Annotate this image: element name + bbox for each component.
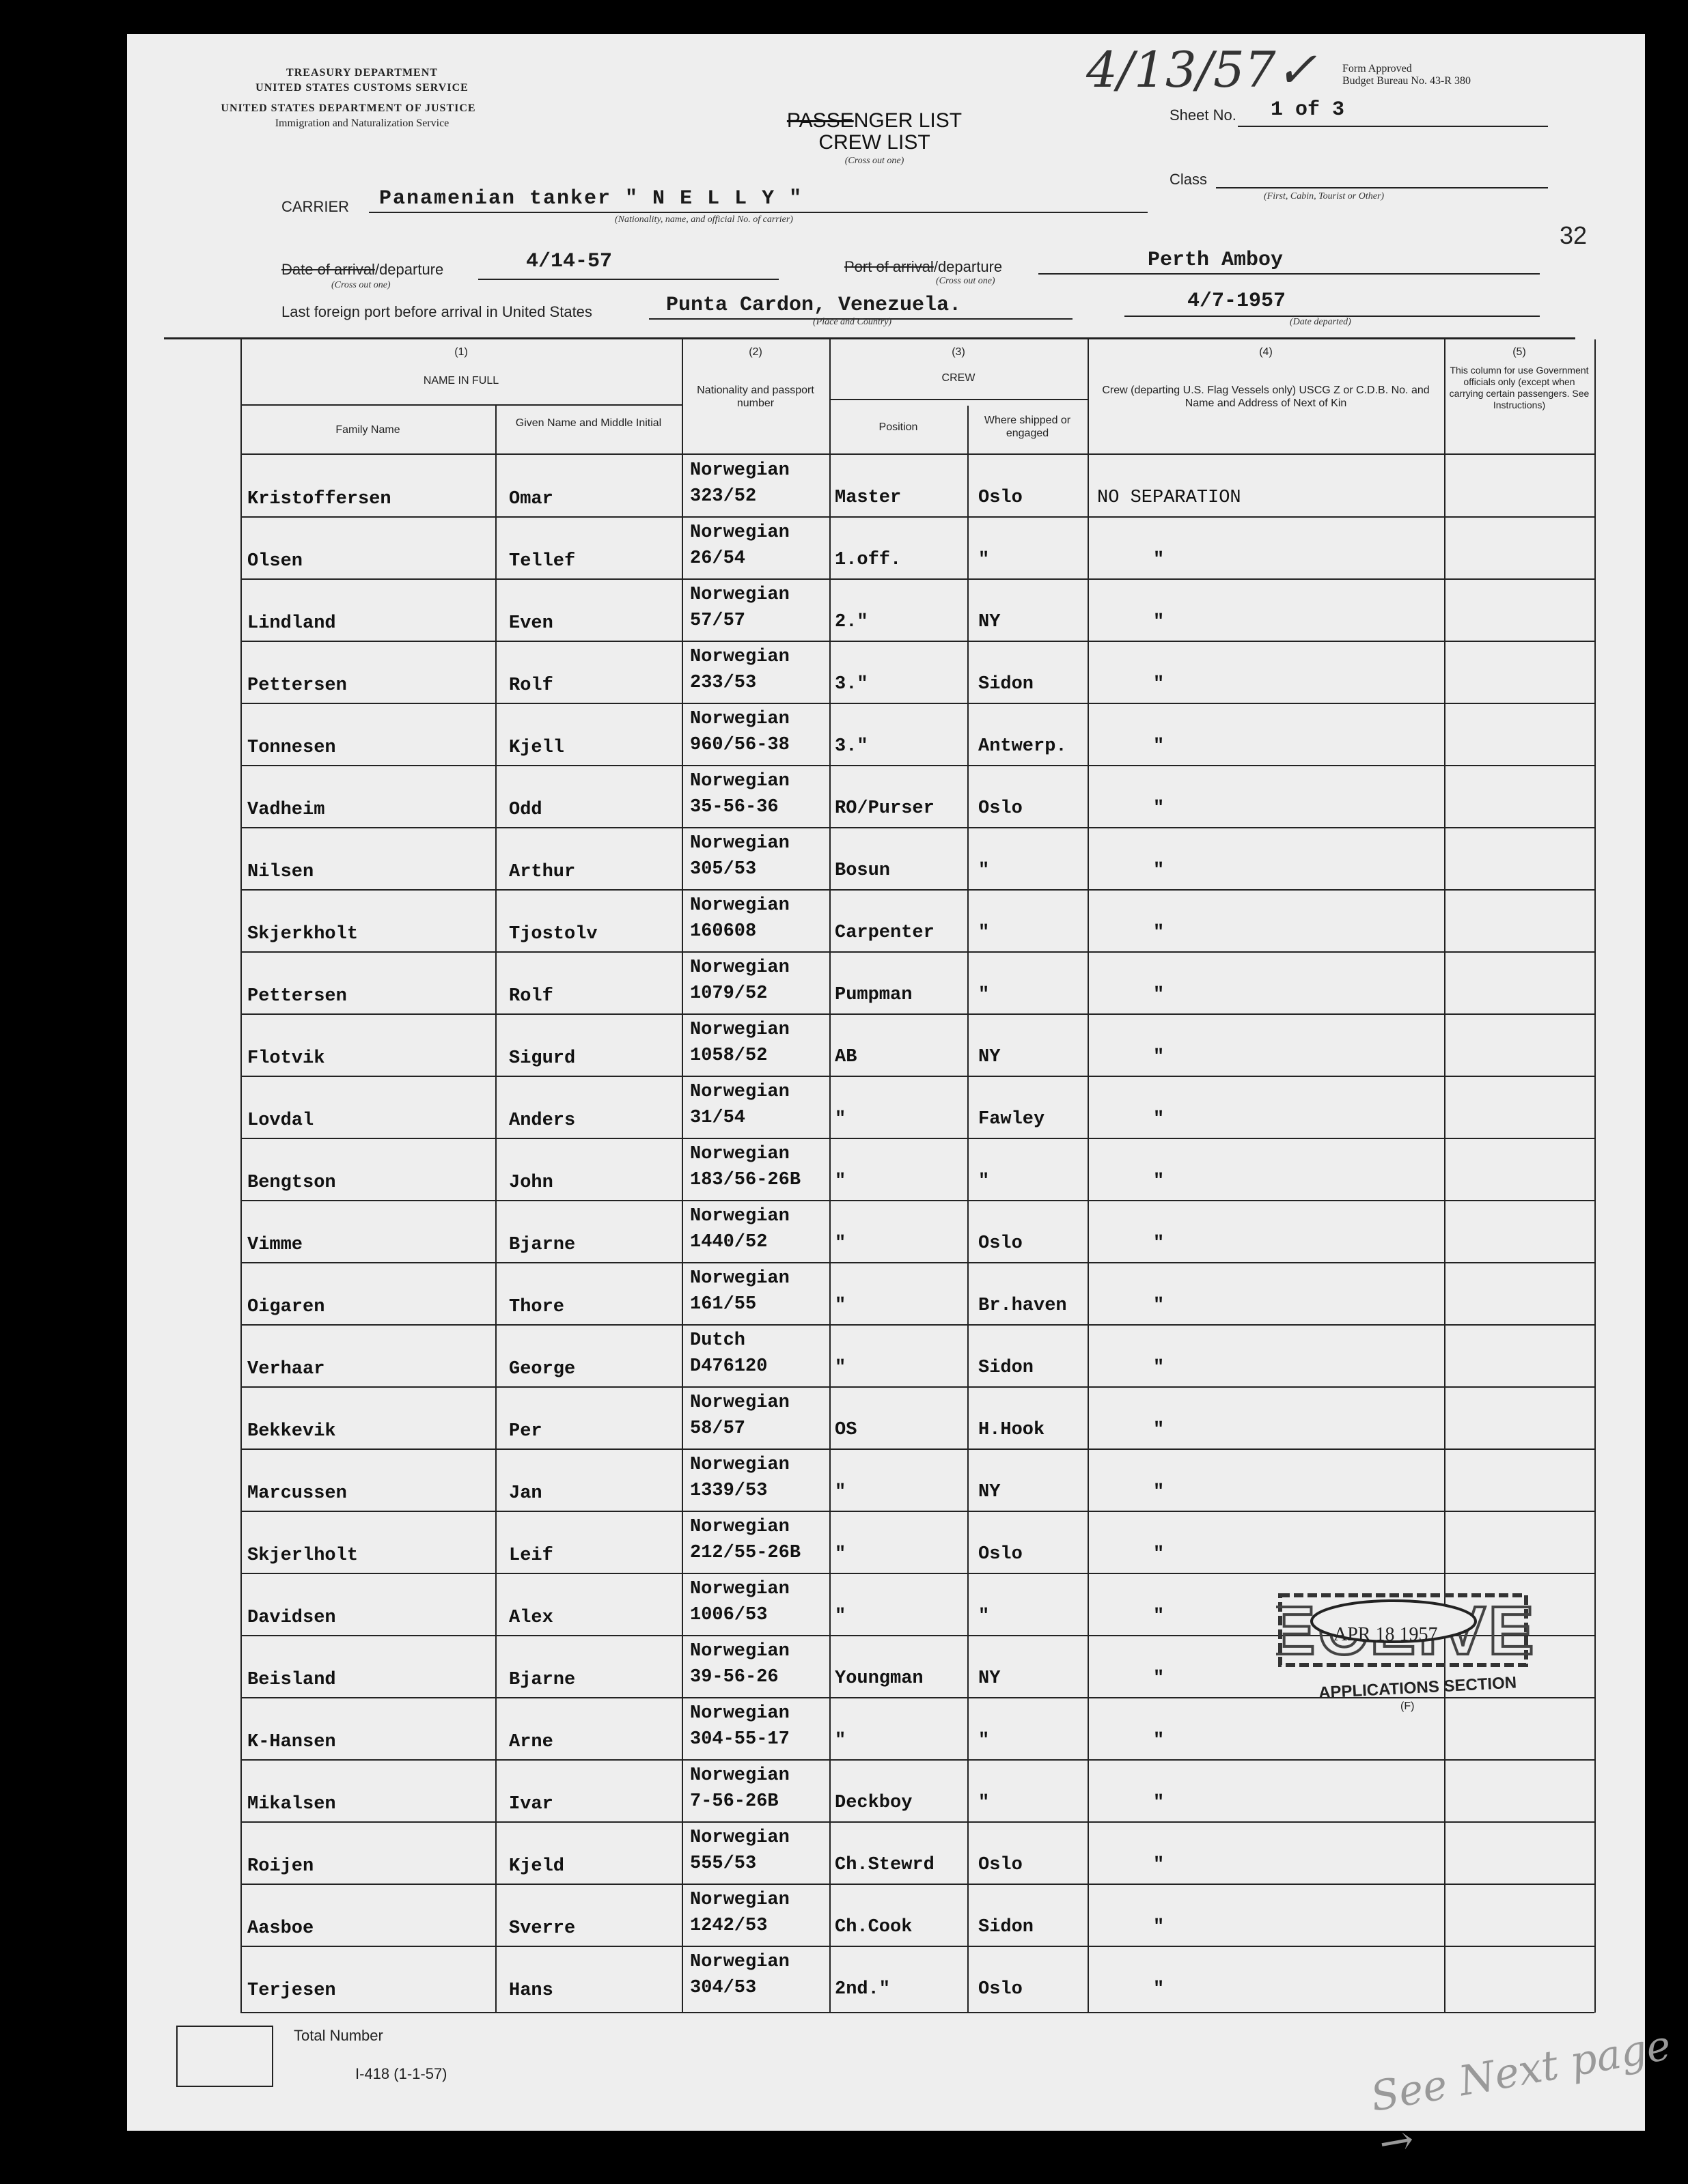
nationality-cell: Norwegian — [690, 1641, 790, 1662]
form-number: I-418 (1-1-57) — [355, 2065, 447, 2082]
row-divider — [240, 1200, 1594, 1201]
total-number-label: Total Number — [294, 2027, 383, 2044]
given-name-cell: Tjostolv — [509, 924, 598, 944]
next-of-kin-cell: " — [1153, 1606, 1165, 1627]
row-divider — [240, 1511, 1594, 1512]
next-of-kin-cell: " — [1153, 612, 1165, 632]
where-shipped-cell: Oslo — [978, 1544, 1023, 1565]
position-cell: 2nd." — [835, 1979, 891, 2000]
row-divider — [240, 1138, 1594, 1139]
given-name-cell: Omar — [509, 489, 553, 509]
next-of-kin-cell: " — [1153, 1171, 1165, 1192]
position-cell: " — [835, 1233, 846, 1254]
passport-cell: 212/55-26B — [690, 1543, 801, 1563]
where-shipped-cell: " — [978, 860, 990, 881]
total-number-box — [176, 2026, 273, 2087]
row-divider — [240, 578, 1594, 580]
row-divider — [240, 1884, 1594, 1885]
given-name-cell: Sverre — [509, 1918, 576, 1939]
passport-cell: 1079/52 — [690, 983, 768, 1004]
sheet-label: Sheet No. — [1170, 107, 1236, 124]
given-name-cell: Bjarne — [509, 1670, 576, 1690]
next-of-kin-cell: " — [1153, 1731, 1165, 1751]
row-divider — [240, 1448, 1594, 1450]
last-port-label: Last foreign port before arrival in United States — [281, 303, 592, 320]
family-name-cell: Lindland — [247, 613, 336, 634]
family-name-cell: Vimme — [247, 1235, 303, 1255]
next-of-kin-cell: " — [1153, 1233, 1165, 1254]
next-of-kin-cell: " — [1153, 550, 1165, 570]
row-divider — [240, 1759, 1594, 1761]
position-cell: Ch.Stewrd — [835, 1855, 935, 1875]
class-note: (First, Cabin, Tourist or Other) — [1264, 191, 1385, 201]
next-of-kin-cell: " — [1153, 1047, 1165, 1067]
row-divider — [240, 765, 1594, 766]
family-name-cell: Davidsen — [247, 1608, 336, 1628]
position-cell: " — [835, 1544, 846, 1565]
where-shipped-cell: NY — [978, 1047, 1001, 1067]
page-number: 32 — [1560, 221, 1588, 249]
given-name-cell: Rolf — [509, 675, 553, 696]
port-departure-label: Port of arrival/departure — [844, 258, 1003, 275]
next-of-kin-cell: " — [1153, 1544, 1165, 1565]
position-cell: " — [835, 1358, 846, 1378]
passport-cell: 304/53 — [690, 1978, 757, 1998]
nationality-cell: Norwegian — [690, 585, 790, 605]
where-shipped-cell: Sidon — [978, 674, 1034, 695]
row-divider — [240, 1946, 1594, 1947]
given-name-cell: Leif — [509, 1545, 553, 1566]
where-shipped-cell: Sidon — [978, 1358, 1034, 1378]
family-name-cell: Olsen — [247, 551, 303, 572]
passport-cell: 31/54 — [690, 1108, 746, 1128]
next-of-kin-cell: " — [1153, 1793, 1165, 1813]
col-2-number: (2) — [749, 346, 762, 358]
stamp-letter: (F) — [1400, 1700, 1415, 1712]
position-cell: Youngman — [835, 1668, 924, 1689]
position-cell: 1.off. — [835, 550, 902, 570]
next-of-kin-cell: " — [1153, 1855, 1165, 1875]
family-name-cell: Nilsen — [247, 862, 314, 882]
given-name-cell: George — [509, 1359, 576, 1380]
given-name-cell: Arne — [509, 1732, 553, 1752]
family-name-cell: Beisland — [247, 1670, 336, 1690]
row-divider — [240, 889, 1594, 891]
class-label: Class — [1170, 171, 1208, 188]
nationality-cell: Norwegian — [690, 1890, 790, 1910]
passport-cell: 39-56-26 — [690, 1667, 779, 1688]
where-shipped-cell: Sidon — [978, 1917, 1034, 1937]
last-port-value: Punta Cardon, Venezuela. — [666, 294, 962, 317]
where-shipped-cell: " — [978, 1606, 990, 1627]
nationality-cell: Norwegian — [690, 1703, 790, 1724]
passport-cell: 1242/53 — [690, 1916, 768, 1936]
title-cross-out-note: (Cross out one) — [844, 156, 904, 166]
position-cell: " — [835, 1482, 846, 1502]
row-divider — [240, 516, 1594, 518]
family-name-cell: Bengtson — [247, 1173, 336, 1193]
family-name-cell: Pettersen — [247, 986, 347, 1007]
nationality-cell: Norwegian — [690, 1206, 790, 1227]
position-cell: " — [835, 1296, 846, 1316]
row-divider — [240, 1262, 1594, 1263]
handwritten-note: See Next page → — [1367, 2021, 1675, 2168]
where-shipped-cell: Oslo — [978, 798, 1023, 819]
where-shipped-cell: " — [978, 923, 990, 943]
where-shipped-cell: NY — [978, 612, 1001, 632]
position-cell: " — [835, 1606, 846, 1627]
col-4-number: (4) — [1259, 346, 1273, 358]
agency-line-2: UNITED STATES CUSTOMS SERVICE — [255, 82, 469, 94]
port-cross-out-note: (Cross out one) — [936, 276, 995, 286]
position-cell: Ch.Cook — [835, 1917, 913, 1937]
next-of-kin-cell: " — [1153, 1979, 1165, 2000]
given-name-cell: Bjarne — [509, 1235, 576, 1255]
next-of-kin-cell: " — [1153, 1296, 1165, 1316]
next-of-kin-cell: " — [1153, 1482, 1165, 1502]
given-name-cell: Anders — [509, 1110, 576, 1131]
position-cell: Carpenter — [835, 923, 935, 943]
where-shipped-cell: H.Hook — [978, 1420, 1045, 1440]
col-3-number: (3) — [952, 346, 965, 358]
nationality-cell: Dutch — [690, 1330, 746, 1351]
position-cell: Deckboy — [835, 1793, 913, 1813]
crew-list-title: CREW LIST — [818, 131, 930, 154]
next-of-kin-cell: NO SEPARATION — [1097, 488, 1241, 508]
family-name-cell: Verhaar — [247, 1359, 325, 1380]
passport-cell: 161/55 — [690, 1294, 757, 1315]
passport-cell: 233/53 — [690, 673, 757, 693]
last-port-note: (Place and Country) — [813, 317, 892, 327]
stamp-section: APPLICATIONS SECTION — [1318, 1673, 1517, 1703]
col-position: Position — [878, 421, 918, 433]
nationality-cell: Norwegian — [690, 771, 790, 792]
passport-cell: 1440/52 — [690, 1232, 768, 1252]
nationality-cell: Norwegian — [690, 647, 790, 667]
date-departure-label: Date of arrival/departure — [281, 261, 444, 278]
nationality-cell: Norwegian — [690, 1082, 790, 1102]
row-divider — [240, 1386, 1594, 1388]
carrier-note: (Nationality, name, and official No. of carrier) — [615, 214, 793, 225]
nationality-cell: Norwegian — [690, 1765, 790, 1786]
given-name-cell: Alex — [509, 1608, 553, 1628]
passport-cell: 304-55-17 — [690, 1729, 790, 1750]
given-name-cell: Ivar — [509, 1794, 553, 1815]
where-shipped-cell: Oslo — [978, 1979, 1023, 2000]
agency-line-4: Immigration and Naturalization Service — [275, 117, 449, 129]
family-name-cell: Skjerlholt — [247, 1545, 359, 1566]
next-of-kin-cell: " — [1153, 736, 1165, 757]
next-of-kin-cell: " — [1153, 1358, 1165, 1378]
given-name-cell: Rolf — [509, 986, 553, 1007]
nationality-cell: Norwegian — [690, 1952, 790, 1972]
date-departed-note: (Date departed) — [1290, 317, 1351, 327]
position-cell: " — [835, 1731, 846, 1751]
col-1-number: (1) — [454, 346, 468, 358]
nationality-cell: Norwegian — [690, 1020, 790, 1040]
passenger-list-title — [786, 109, 963, 132]
family-name-cell: Pettersen — [247, 675, 347, 696]
family-name-cell: Bekkevik — [247, 1421, 336, 1442]
row-divider — [240, 951, 1594, 953]
family-name-cell: Roijen — [247, 1856, 314, 1877]
nationality-cell: Norwegian — [690, 1579, 790, 1599]
sheet-value: 1 of 3 — [1271, 98, 1345, 122]
nationality-cell: Norwegian — [690, 522, 790, 543]
handwritten-date: 4/13/57✓ — [1086, 41, 1317, 98]
row-divider — [240, 703, 1594, 704]
position-cell: AB — [835, 1047, 857, 1067]
position-cell: 3." — [835, 674, 868, 695]
col-2-title: Nationality and passport number — [697, 384, 814, 409]
where-shipped-cell: Br.haven — [978, 1296, 1067, 1316]
where-shipped-cell: " — [978, 550, 990, 570]
position-cell: OS — [835, 1420, 857, 1440]
where-shipped-cell: Antwerp. — [978, 736, 1067, 757]
nationality-cell: Norwegian — [690, 1455, 790, 1475]
row-divider — [240, 827, 1594, 828]
nationality-cell: Norwegian — [690, 1828, 790, 1848]
departure-date-value: 4/14-57 — [526, 250, 613, 273]
passport-cell: 58/57 — [690, 1418, 746, 1439]
family-name-cell: K-Hansen — [247, 1732, 336, 1752]
agency-line-1: TREASURY DEPARTMENT — [286, 67, 438, 79]
budget-bureau: Budget Bureau No. 43-R 380 — [1342, 75, 1471, 87]
family-name-cell: Oigaren — [247, 1297, 325, 1317]
nationality-cell: Norwegian — [690, 1144, 790, 1164]
position-cell: " — [835, 1171, 846, 1192]
nationality-cell: Norwegian — [690, 460, 790, 481]
form-approved: Form Approved — [1342, 63, 1412, 74]
nationality-cell: Norwegian — [690, 895, 790, 916]
row-divider — [240, 1013, 1594, 1015]
passenger-list-rest: NGER LIST — [853, 109, 963, 132]
passport-cell: 160608 — [690, 921, 757, 942]
passport-cell: 7-56-26B — [690, 1791, 779, 1812]
row-divider — [240, 1821, 1594, 1823]
col-1-title: NAME IN FULL — [423, 375, 499, 387]
date-cross-out-note: (Cross out one) — [331, 280, 391, 290]
passport-cell: 57/57 — [690, 611, 746, 631]
passport-cell: 183/56-26B — [690, 1170, 801, 1190]
given-name-cell: Thore — [509, 1297, 565, 1317]
next-of-kin-cell: " — [1153, 985, 1165, 1005]
family-name-cell: Vadheim — [247, 800, 325, 820]
col-where-shipped: Where shipped or engaged — [984, 415, 1071, 439]
position-cell: Pumpman — [835, 985, 913, 1005]
family-name-cell: Lovdal — [247, 1110, 314, 1131]
next-of-kin-cell: " — [1153, 798, 1165, 819]
col-5-title: This column for use Government officials only (except when carrying certain passengers. See Instructions) — [1449, 365, 1590, 410]
passport-cell: 1339/53 — [690, 1481, 768, 1501]
given-name-cell: Even — [509, 613, 553, 634]
nationality-cell: Norwegian — [690, 709, 790, 729]
given-name-cell: John — [509, 1173, 553, 1193]
family-name-cell: Terjesen — [247, 1980, 336, 2001]
col-3-title: CREW — [941, 372, 976, 384]
given-name-cell: Sigurd — [509, 1048, 576, 1069]
position-cell: 2." — [835, 612, 868, 632]
given-name-cell: Kjell — [509, 738, 565, 758]
passport-cell: D476120 — [690, 1356, 768, 1377]
given-name-cell: Odd — [509, 800, 542, 820]
given-name-cell: Tellef — [509, 551, 576, 572]
given-name-cell: Hans — [509, 1980, 553, 2001]
next-of-kin-cell: " — [1153, 860, 1165, 881]
nationality-cell: Norwegian — [690, 1392, 790, 1413]
passport-cell: 960/56-38 — [690, 735, 790, 755]
family-name-cell: Flotvik — [247, 1048, 325, 1069]
family-name-cell: Kristoffersen — [247, 489, 391, 509]
row-divider — [240, 1076, 1594, 1077]
next-of-kin-cell: " — [1153, 923, 1165, 943]
where-shipped-cell: " — [978, 985, 990, 1005]
nationality-cell: Norwegian — [690, 957, 790, 978]
position-cell: " — [835, 1109, 846, 1130]
where-shipped-cell: NY — [978, 1668, 1001, 1689]
col-5-number: (5) — [1512, 346, 1526, 358]
departure-port-value: Perth Amboy — [1148, 249, 1284, 272]
position-cell: 3." — [835, 736, 868, 757]
carrier-value: Panamenian tanker " N E L L Y " — [379, 187, 803, 210]
next-of-kin-cell: " — [1153, 674, 1165, 695]
where-shipped-cell: NY — [978, 1482, 1001, 1502]
next-of-kin-cell: " — [1153, 1917, 1165, 1937]
passport-cell: 26/54 — [690, 548, 746, 569]
nationality-cell: Norwegian — [690, 833, 790, 854]
row-divider — [240, 1324, 1594, 1326]
carrier-label: CARRIER — [281, 198, 350, 215]
col-given-name: Given Name and Middle Initial — [515, 417, 662, 429]
col-family-name: Family Name — [335, 424, 400, 436]
nationality-cell: Norwegian — [690, 1268, 790, 1289]
next-of-kin-cell: " — [1153, 1420, 1165, 1440]
where-shipped-cell: " — [978, 1793, 990, 1813]
date-departed-value: 4/7-1957 — [1187, 290, 1286, 313]
where-shipped-cell: " — [978, 1171, 990, 1192]
where-shipped-cell: " — [978, 1731, 990, 1751]
next-of-kin-cell: " — [1153, 1109, 1165, 1130]
passport-cell: 323/52 — [690, 486, 757, 507]
family-name-cell: Mikalsen — [247, 1794, 336, 1815]
passport-cell: 1006/53 — [690, 1605, 768, 1625]
given-name-cell: Kjeld — [509, 1856, 565, 1877]
stamp-date: APR 18 1957 — [1333, 1624, 1438, 1645]
given-name-cell: Per — [509, 1421, 542, 1442]
row-divider — [240, 1573, 1594, 1574]
passport-cell: 35-56-36 — [690, 797, 779, 817]
passenger-list-struck: PASSE — [786, 109, 854, 132]
family-name-cell: Tonnesen — [247, 738, 336, 758]
given-name-cell: Arthur — [509, 862, 576, 882]
agency-line-3: UNITED STATES DEPARTMENT OF JUSTICE — [221, 102, 476, 114]
next-of-kin-cell: " — [1153, 1668, 1165, 1689]
col-4-title: Crew (departing U.S. Flag Vessels only) USCG Z or C.D.B. No. and Name and Address of Next of Kin — [1102, 384, 1430, 409]
where-shipped-cell: Oslo — [978, 1233, 1023, 1254]
position-cell: Master — [835, 488, 902, 508]
where-shipped-cell: Oslo — [978, 1855, 1023, 1875]
passport-cell: 555/53 — [690, 1853, 757, 1874]
position-cell: Bosun — [835, 860, 891, 881]
where-shipped-cell: Oslo — [978, 488, 1023, 508]
passport-cell: 1058/52 — [690, 1046, 768, 1066]
family-name-cell: Skjerkholt — [247, 924, 359, 944]
family-name-cell: Marcussen — [247, 1483, 347, 1504]
where-shipped-cell: Fawley — [978, 1109, 1045, 1130]
row-divider — [240, 641, 1594, 642]
family-name-cell: Aasboe — [247, 1918, 314, 1939]
position-cell: RO/Purser — [835, 798, 935, 819]
given-name-cell: Jan — [509, 1483, 542, 1504]
passport-cell: 305/53 — [690, 859, 757, 880]
nationality-cell: Norwegian — [690, 1517, 790, 1537]
